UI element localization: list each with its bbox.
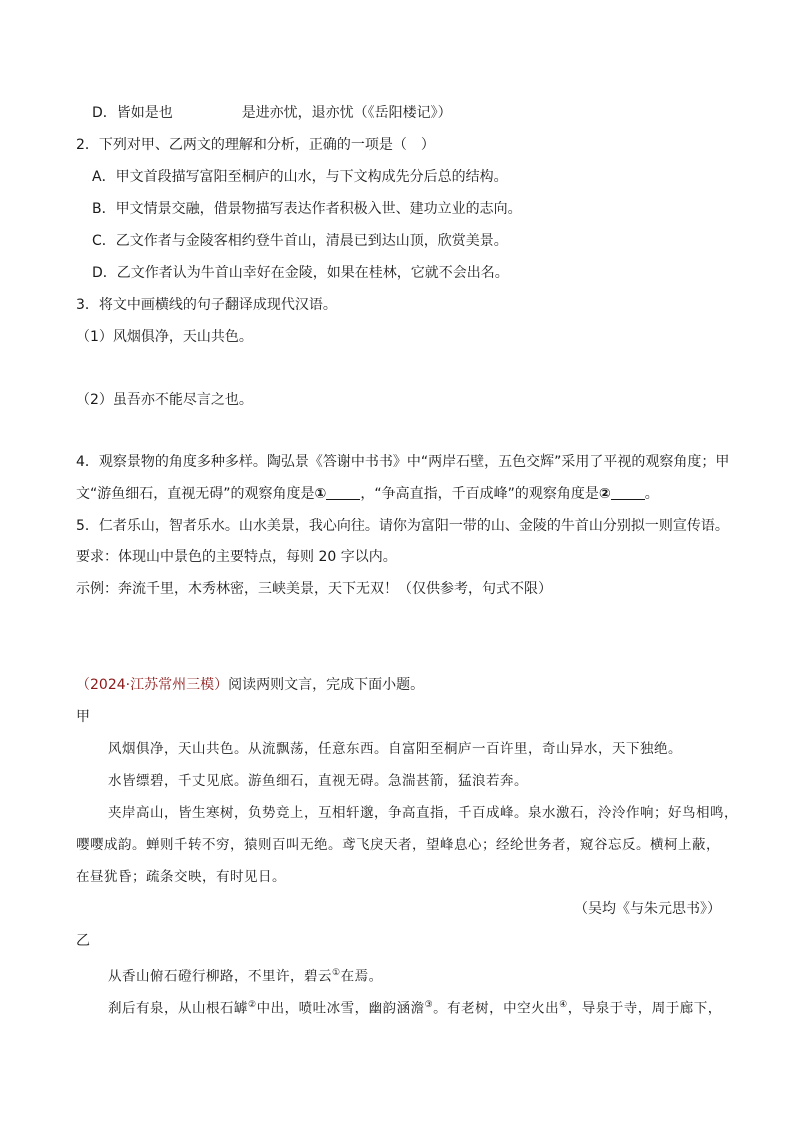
q3-item-2: （2）虽吾亦不能尽言之也。 [76, 392, 253, 408]
jia-line-4: 嘤嘤成韵。蝉则千转不穷，猿则百叫无绝。鸢飞戾天者，望峰息心；经纶世务者，窥谷忘反。横柯上蔽， [76, 837, 720, 853]
yi-line-1 [108, 963, 383, 987]
source-tag: （2024·江苏常州三模） [76, 677, 229, 693]
yi-text: 在焉。 [340, 968, 383, 985]
jia-attribution: （吴均《与朱元思书》） [574, 901, 721, 917]
footnote-marker-3[interactable]: ③ [424, 1000, 434, 1010]
q4-mark-2: ② [598, 486, 611, 502]
answer-blank-2[interactable] [611, 485, 645, 500]
q2-option-c: C．乙文作者与金陵客相约登牛首山，清晨已到达山顶，欣赏美景。 [92, 233, 508, 249]
q4-line-1: 4．观察景物的角度多种多样。陶弘景《答谢中书书》中“两岸石壁，五色交辉”采用了平视的观察角度；甲 [76, 454, 730, 470]
yi-text: ，导泉于寺，周于廊下， [567, 1000, 722, 1017]
yi-text: 刹后有泉，从山根石罅 [108, 1000, 248, 1017]
jia-line-5: 在昼犹昏；疏条交映，有时见日。 [76, 869, 286, 885]
passage-yi-label: 乙 [76, 933, 90, 949]
jia-line-1: 风烟俱净，天山共色。从流飘荡，任意东西。自富阳至桐庐一百许里，奇山异水，天下独绝。 [108, 741, 682, 757]
q5-requirement: 要求：体现山中景色的主要特点，每则 20 字以内。 [76, 549, 397, 565]
q2-option-d: D．乙文作者认为牛首山幸好在金陵，如果在桂林，它就不会出名。 [92, 265, 509, 281]
option-d-reference: 是进亦忧，退亦忧（《岳阳楼记》） [241, 105, 452, 121]
passage-jia-label: 甲 [76, 709, 90, 725]
jia-line-2: 水皆缥碧，千丈见底。游鱼细石，直视无碍。急湍甚箭，猛浪若奔。 [108, 773, 528, 789]
q3-stem: 3．将文中画横线的句子翻译成现代汉语。 [76, 297, 337, 313]
jia-line-3: 夹岸高山，皆生寒树，负势竞上，互相轩邈，争高直指，千百成峰。泉水激石，泠泠作响；好鸟相鸣， [108, 805, 738, 821]
answer-blank-1[interactable] [326, 485, 360, 500]
q2-option-b: B．甲文情景交融，借景物描写表达作者积极入世、建功立业的志向。 [92, 201, 522, 217]
q5-example: 示例：奔流千里，木秀林密，三峡美景，天下无双！（仅供参考，句式不限） [76, 581, 552, 597]
footnote-marker-4[interactable]: ④ [559, 1000, 568, 1010]
yi-text: 中出，喷吐冰雪，幽韵涵澹 [256, 1000, 425, 1017]
q5-stem: 5．仁者乐山，智者乐水。山水美景，我心向往。请你为富阳一带的山、金陵的牛首山分别拟一则宣传语。 [76, 518, 729, 534]
footnote-marker-1[interactable]: ① [332, 968, 341, 978]
q1-option-d [92, 103, 452, 123]
yi-line-2 [108, 995, 722, 1019]
q4-line-2 [76, 484, 659, 504]
yi-text: 从香山俯石磴行柳路，不里许，碧云 [108, 968, 332, 985]
option-d-label: D．皆如是也 [92, 105, 173, 121]
intro-text: 阅读两则文言，完成下面小题。 [228, 677, 425, 693]
footnote-marker-2[interactable]: ② [248, 1000, 257, 1010]
q4-text-a: 文“游鱼细石，直视无碍”的观察角度是 [76, 486, 315, 502]
q3-item-1: （1）风烟俱净，天山共色。 [76, 329, 253, 345]
q4-mark-1: ① [314, 486, 327, 502]
q2-stem: 2．下列对甲、乙两文的理解和分析，正确的一项是（ ） [76, 137, 435, 153]
q2-option-a: A．甲文首段描写富阳至桐庐的山水，与下文构成先分后总的结构。 [92, 169, 508, 185]
q4-text-c: 。 [644, 486, 659, 502]
section-2-intro [76, 675, 424, 695]
q4-text-b: ，“争高直指，千百成峰”的观察角度是 [360, 486, 599, 502]
yi-text: 。有老树，中空火出 [433, 1000, 560, 1017]
